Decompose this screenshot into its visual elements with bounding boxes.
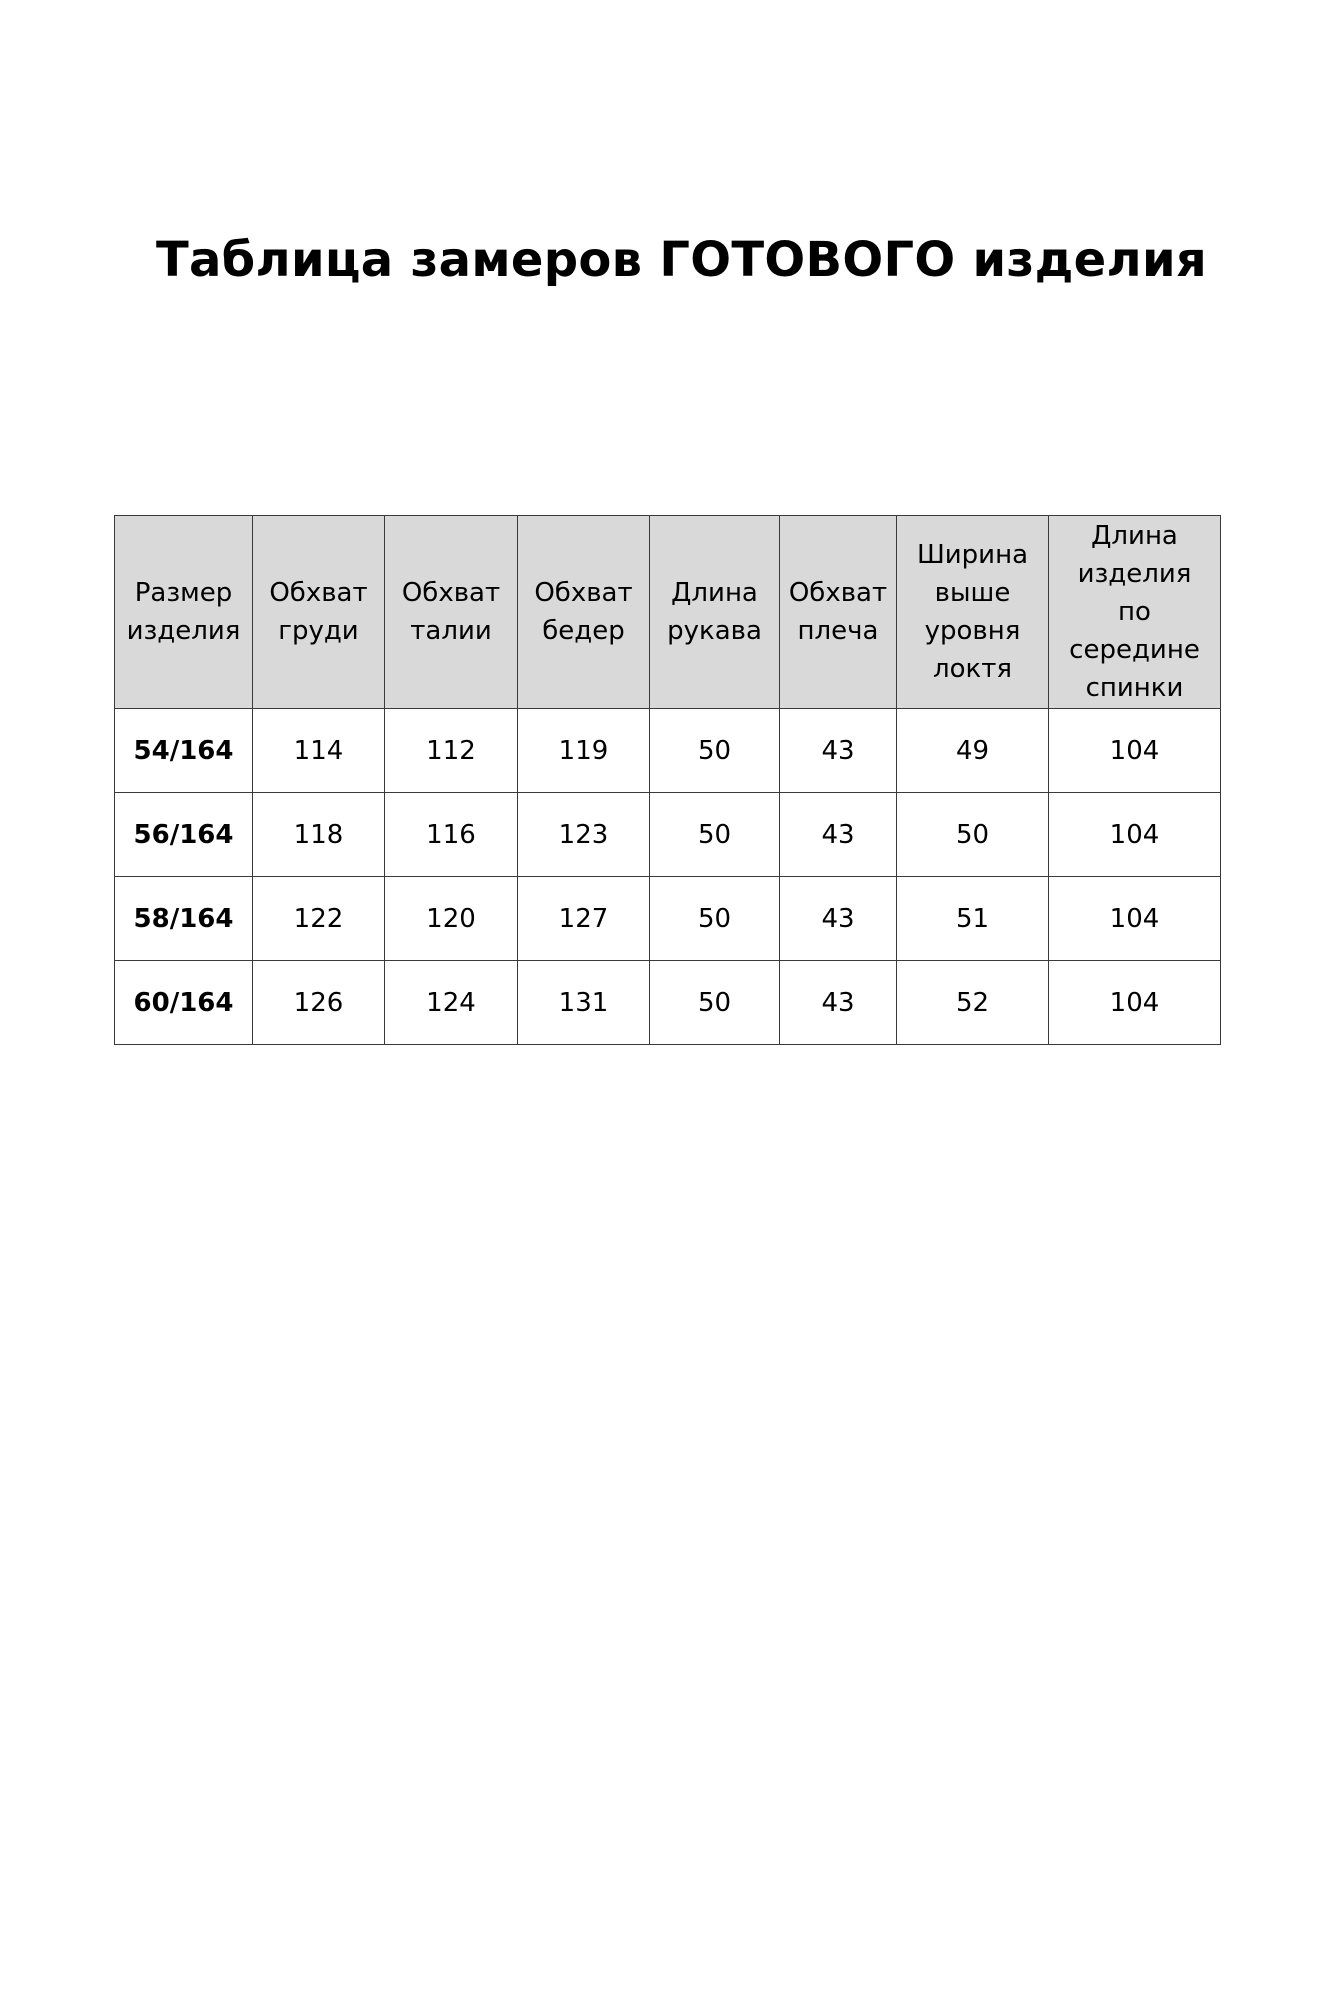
table-cell: 104 xyxy=(1049,877,1221,961)
table-row xyxy=(115,793,1221,877)
table-cell: 50 xyxy=(650,961,780,1045)
header-row xyxy=(115,516,1221,709)
table-row xyxy=(115,877,1221,961)
table-cell: 50 xyxy=(650,709,780,793)
table-row xyxy=(115,961,1221,1045)
table-cell: 120 xyxy=(385,877,518,961)
header-back-length: Длина изделия по середине спинки xyxy=(1049,516,1221,709)
size-table xyxy=(114,515,1221,1045)
header-width-above-elbow: Ширина выше уровня локтя xyxy=(897,516,1049,709)
table-cell: 127 xyxy=(518,877,650,961)
size-cell: 58/164 xyxy=(115,877,253,961)
table-cell: 43 xyxy=(780,793,897,877)
table-cell: 49 xyxy=(897,709,1049,793)
table-cell: 131 xyxy=(518,961,650,1045)
table-cell: 116 xyxy=(385,793,518,877)
table-cell: 51 xyxy=(897,877,1049,961)
size-cell: 54/164 xyxy=(115,709,253,793)
table-cell: 43 xyxy=(780,877,897,961)
table-cell: 114 xyxy=(253,709,385,793)
table-cell: 122 xyxy=(253,877,385,961)
table-cell: 43 xyxy=(780,961,897,1045)
header-size: Размер изделия xyxy=(115,516,253,709)
table-cell: 50 xyxy=(650,877,780,961)
table-cell: 104 xyxy=(1049,793,1221,877)
size-cell: 56/164 xyxy=(115,793,253,877)
header-chest: Обхват груди xyxy=(253,516,385,709)
table-cell: 119 xyxy=(518,709,650,793)
table-cell: 104 xyxy=(1049,961,1221,1045)
table-cell: 43 xyxy=(780,709,897,793)
table-row xyxy=(115,709,1221,793)
table-cell: 126 xyxy=(253,961,385,1045)
size-cell: 60/164 xyxy=(115,961,253,1045)
table-cell: 124 xyxy=(385,961,518,1045)
page-title: Таблица замеров ГОТОВОГО изделия xyxy=(155,232,1208,288)
header-waist: Обхват талии xyxy=(385,516,518,709)
table-cell: 50 xyxy=(897,793,1049,877)
table-cell: 112 xyxy=(385,709,518,793)
table-cell: 118 xyxy=(253,793,385,877)
table-cell: 123 xyxy=(518,793,650,877)
header-hips: Обхват бедер xyxy=(518,516,650,709)
table-cell: 52 xyxy=(897,961,1049,1045)
header-sleeve-length: Длина рукава xyxy=(650,516,780,709)
table-cell: 50 xyxy=(650,793,780,877)
table-cell: 104 xyxy=(1049,709,1221,793)
header-shoulder: Обхват плеча xyxy=(780,516,897,709)
